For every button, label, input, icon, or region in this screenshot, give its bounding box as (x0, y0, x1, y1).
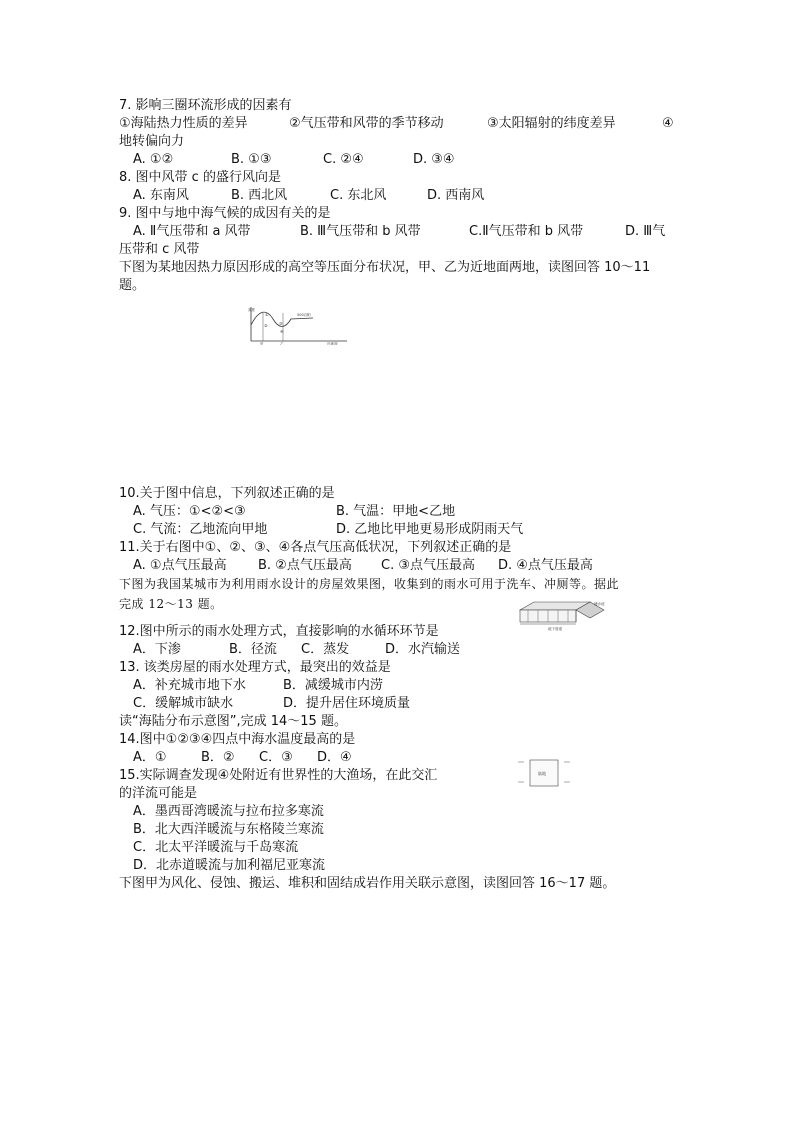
label-storage: 储水池 (594, 602, 605, 606)
isobar-figure (243, 305, 353, 345)
q13-option-d: D．提升居住环境质量 (283, 696, 411, 711)
intro-12-13-line1: 下图为我国某城市为利用雨水设计的房屋效果图，收集到的雨水可用于洗车、冲厕等。据此 (119, 577, 620, 591)
q12-options (133, 641, 461, 659)
q7-factor-2: ②气压带和风带的季节移动 (289, 116, 444, 131)
q7-stem: 7. 影响三圈环流形成的因素有 (119, 98, 292, 113)
q7-option-c: C. ②④ (323, 152, 364, 167)
q11-option-c: C. ③点气压最高 (381, 558, 475, 573)
intro-10-11-line2: 题。 (119, 278, 146, 293)
q9-stem: 9. 图中与地中海气候的成因有关的是 (119, 206, 331, 221)
q7-option-b: B. ①③ (231, 152, 272, 167)
label-jia: 甲 (260, 342, 264, 345)
q9-option-a: A. Ⅱ气压带和 a 风带 (133, 224, 251, 239)
land-sea-figure (518, 758, 570, 788)
q9-option-cont: 压带和 c 风带 (119, 242, 200, 257)
q14-stem: 14.图中①②③④四点中海水温度最高的是 (119, 732, 356, 747)
q7-factor-cont: 地转偏向力 (119, 134, 185, 149)
intro-16-17: 下图甲为风化、侵蚀、搬运、堆积和固结成岩作用关联示意图，读图回答 16～17 题。 (119, 876, 616, 891)
q12-option-d: D．水汽输送 (385, 642, 461, 657)
q15-stem-2: 的洋流可能是 (119, 786, 198, 801)
q10-options-row1 (133, 503, 456, 521)
q13-options-row1 (133, 677, 383, 695)
q9-option-d: D. Ⅲ气 (625, 224, 666, 239)
q8-option-c: C. 东北风 (330, 188, 387, 203)
label-pipe: 地下管道 (548, 627, 562, 631)
q11-option-b: B. ②点气压最高 (258, 558, 352, 573)
label-ground: 近地面 (327, 342, 338, 345)
q13-option-b: B．减缓城市内涝 (283, 678, 383, 693)
q7-factor-3: ③太阳辐射的纬度差异 (487, 116, 616, 131)
q8-option-a: A. 东南风 (133, 188, 189, 203)
q8-options (133, 187, 485, 205)
q10-option-c: C. 气流：乙地流向甲地 (133, 522, 268, 537)
q8-stem: 8. 图中风带 c 的盛行风向是 (119, 170, 281, 185)
label-isobar: 500百帕 (297, 313, 311, 317)
q14-option-b: B．② (201, 750, 235, 765)
rain-house-figure (514, 598, 610, 632)
mark-1: ① (265, 312, 269, 317)
q11-stem: 11.关于右图中①、②、③、④各点气压高低状况，下列叙述正确的是 (119, 540, 512, 555)
q12-option-b: B．径流 (229, 642, 277, 657)
q15-option-c: C．北太平洋暖流与千岛寒流 (133, 840, 299, 855)
q15-option-b: B．北大西洋暖流与东格陵兰寒流 (133, 822, 324, 837)
q13-options-row2 (133, 695, 411, 713)
q9-option-b: B. Ⅲ气压带和 b 风带 (300, 224, 421, 239)
q7-factors (119, 115, 674, 133)
intro-10-11-line1: 下图为某地因热力原因形成的高空等压面分布状况，甲、乙为近地面两地，读图回答 10～11 (119, 260, 651, 275)
q14-option-a: A．① (133, 750, 167, 765)
q11-option-d: D. ④点气压最高 (498, 558, 593, 573)
q11-option-a: A. ①点气压最高 (133, 558, 227, 573)
mark-4: ④ (280, 329, 284, 334)
label-height: 高度 (248, 308, 255, 312)
q10-option-d: D. 乙地比甲地更易形成阴雨天气 (336, 522, 524, 537)
q10-option-a: A. 气压：①<②<③ (133, 504, 246, 519)
intro-14-15: 读“海陆分布示意图”,完成 14～15 题。 (119, 714, 347, 729)
q7-option-a: A. ①② (133, 152, 174, 167)
q15-option-a: A．墨西哥湾暖流与拉布拉多寒流 (133, 804, 324, 819)
q8-option-b: B. 西北风 (231, 188, 288, 203)
label-land: 陆地 (538, 771, 546, 776)
q15-stem-1: 15.实际调查发现④处附近有世界性的大渔场，在此交汇 (119, 768, 438, 783)
q15-option-d: D．北赤道暖流与加利福尼亚寒流 (133, 858, 326, 873)
q13-option-c: C．缓解城市缺水 (133, 696, 234, 711)
q7-factor-4: ④ (662, 116, 674, 131)
q14-option-d: D．④ (317, 750, 352, 765)
mark-2: ② (264, 323, 268, 328)
q12-option-a: A．下渗 (133, 642, 181, 657)
q14-option-c: C．③ (259, 750, 293, 765)
q7-options (133, 151, 455, 169)
q12-option-c: C．蒸发 (301, 642, 350, 657)
q9-option-c: C.Ⅱ气压带和 b 风带 (469, 224, 584, 239)
q8-option-d: D. 西南风 (427, 188, 485, 203)
q12-stem: 12.图中所示的雨水处理方式，直接影响的水循环环节是 (119, 624, 439, 639)
q10-option-b: B. 气温：甲地<乙地 (336, 504, 456, 519)
q7-option-d: D. ③④ (413, 152, 455, 167)
q7-factor-1: ①海陆热力性质的差异 (119, 116, 248, 131)
q9-options (133, 223, 666, 241)
mark-3: ③ (279, 321, 283, 326)
q10-stem: 10.关于图中信息，下列叙述正确的是 (119, 486, 335, 501)
q13-option-a: A．补充城市地下水 (133, 678, 246, 693)
q10-options-row2 (133, 521, 524, 539)
q13-stem: 13. 该类房屋的雨水处理方式，最突出的效益是 (119, 660, 391, 675)
intro-12-13-line2: 完成 12～13 题。 (119, 597, 223, 611)
q11-options (133, 557, 593, 575)
q14-options (133, 749, 352, 767)
label-yi: 乙 (280, 342, 284, 345)
